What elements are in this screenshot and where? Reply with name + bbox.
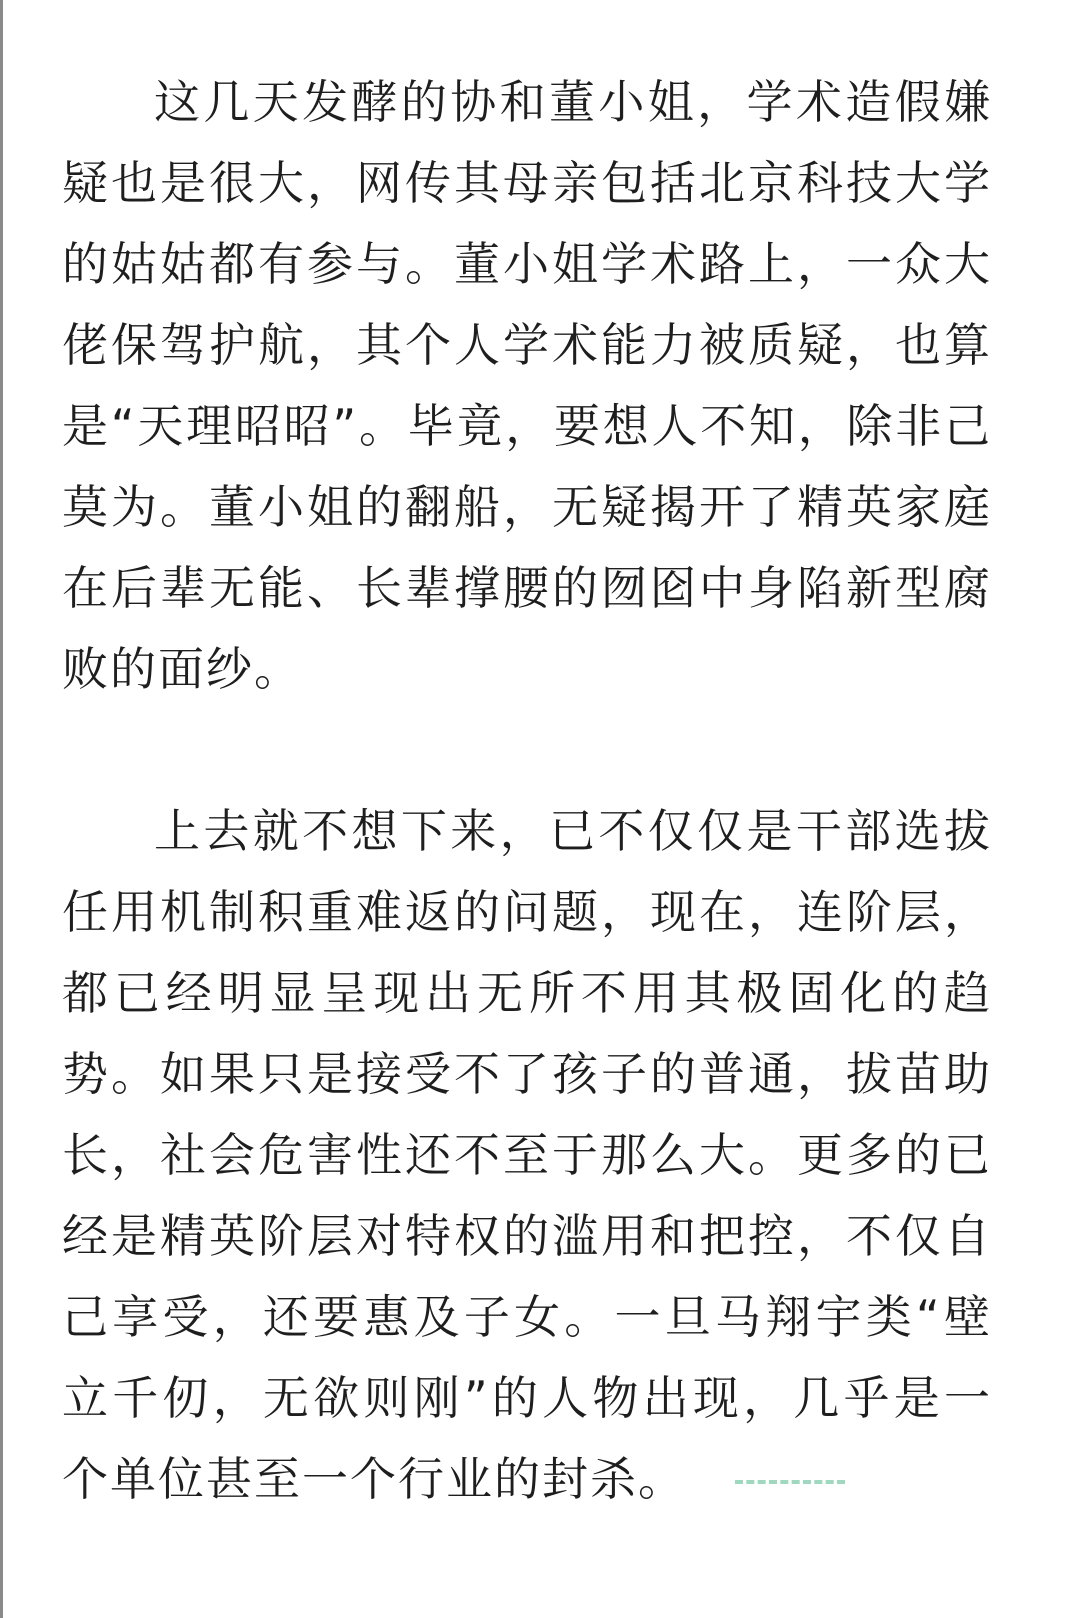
left-edge-border bbox=[0, 0, 3, 1618]
article-body bbox=[62, 62, 992, 1520]
paragraph-1: 这几天发酵的协和董小姐，学术造假嫌疑也是很大，网传其母亲包括北京科技大学的姑姑都有参与。董小姐学术路上，一众大佬保驾护航，其个人学术能力被质疑，也算是“天理昭昭”。毕竟，要想人不知，除非己莫为。董小姐的翻船，无疑揭开了精英家庭在后辈无能、长辈撑腰的囫囵中身陷新型腐败的面纱。 bbox=[62, 75, 992, 696]
dashed-underline-mark bbox=[735, 1480, 845, 1484]
paragraph-2: 上去就不想下来，已不仅仅是干部选拔任用机制积重难返的问题，现在，连阶层，都已经明显呈现出无所不用其极固化的趋势。如果只是接受不了孩子的普通，拔苗助长，社会危害性还不至于那么大。更多的已经是精英阶层对特权的滥用和把控，不仅自己享受，还要惠及子女。一旦马翔宇类“壁立千仞，无欲则刚”的人物出现，几乎是一个单位甚至一个行业的封杀。 bbox=[62, 804, 992, 1506]
